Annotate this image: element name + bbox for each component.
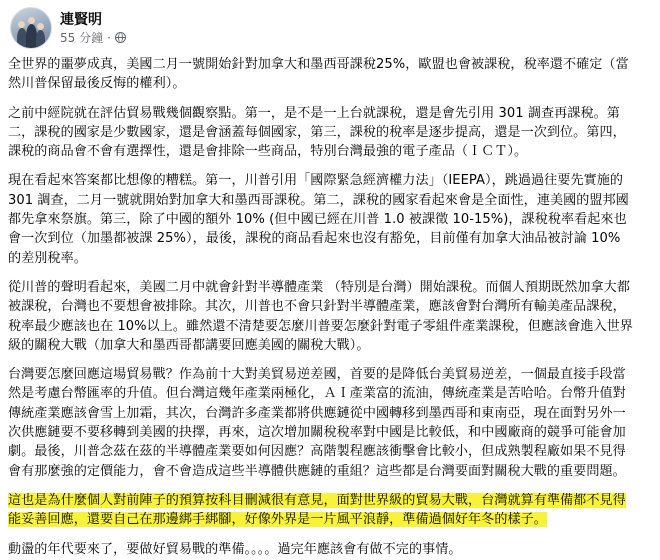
post-paragraph: 從川普的聲明看起來，美國二月中就會針對半導體產業 （特別是台灣）開始課稅。而個人預期既然加拿大都被課稅，台灣也不要想會被排除。其次，川普也不會只針對半導體產業，應該會對台灣所有輸美產品課稅，稅率最少應該也在 10%以上。雖然還不清楚要怎麼川普要怎麼針對電子零組件產業課稅，但應該會進入世界級的關稅大戰（加拿大和墨西哥都講要回應美國的關稅大戰）。 [8, 279, 633, 353]
post-paragraph: 之前中經院就在評估貿易戰幾個觀察點。第一，是不是一上台就課稅，還是會先引用 301 調查再課稅。第二，課稅的國家是少數國家，還是會涵蓋每個國家，第三，課稅的稅率是逐步提高，還是一次到位。第四，課稅的商品會不會有選擇性，還是會排除一些商品，特別台灣最強的電子產品（ＩＣＴ）。 [8, 105, 626, 160]
avatar[interactable] [10, 7, 52, 49]
highlight-mark: 這也是為什麼個人對前陣子的預算按科目刪減很有意見，面對世界級的貿易大戰，台灣就算有準備都不見得能妥善回應，還要自己在那邊綁手綁腳，好像外界是一片風平浪靜，準備過個好年冬的樣子。 [8, 492, 626, 528]
post-paragraph: 現在看起來答案都比想像的糟糕。第一，川普引用「國際緊急經濟權力法」（IEEPA），跳過過往要先實施的301 調查，二月一號就開始對加拿大和墨西哥課稅。第二，課稅的國家看起來會是全面性，連美國的盟邦國都先拿來祭旗。第三，除了中國的額外 10% (但中國已經在川普 1.0 被課徵 10-15%)，課稅稅率看起來也會一次到位（加墨都被課 25%），最後，課稅的商品看起來也沒有豁免，目前僅有加拿大油品被討論 10% 的差別稅率。 [8, 173, 629, 266]
post-timestamp[interactable]: 55 分鐘 [60, 30, 104, 45]
author-name[interactable]: 連賢明 [60, 11, 102, 28]
post-paragraph: 台灣要怎麼回應這場貿易戰？作為前十大對美貿易逆差國，首要的是降低台美貿易逆差，一個最直接手段當然是考慮台幣匯率的升值。但台灣這幾年產業兩極化，ＡＩ產業富的流油，傳統產業是苦哈哈。台幣升值對傳統產業應該會雪上加霜，其次，台灣許多產業都將供應鏈從中國轉移到墨西哥和東南亞，現在面對另外一次供應鏈要不要移轉到美國的抉擇，再來，這次增加關稅稅率對中國是比較低，和中國廠商的競爭可能會加劇。最後，川普念茲在茲的半導體產業要如何因應？高階製程應該衝擊會比較小，但成熟製程廠如果不見得會有那麼強的定價能力，會不會造成這些半導體供應鏈的重組？這些都是台灣要面對關稅大戰的重要問題。 [8, 367, 626, 479]
globe-icon[interactable] [115, 32, 126, 43]
post-paragraph: 全世界的噩夢成真，美國二月一號開始針對加拿大和墨西哥課稅25%，歐盟也會被課稅，稅率還不確定（當然川普保留最後反悔的權利）。 [8, 57, 629, 92]
post-time-row [60, 30, 126, 46]
highlighted-paragraph [8, 491, 633, 530]
meta-separator: · [107, 30, 111, 45]
post-meta [60, 11, 126, 46]
post-paragraph: 動盪的年代要來了，要做好貿易戰的準備。。。。過完年應該會有做不完的事情。 [8, 541, 462, 557]
post-body [8, 55, 633, 559]
post-header [10, 7, 126, 49]
